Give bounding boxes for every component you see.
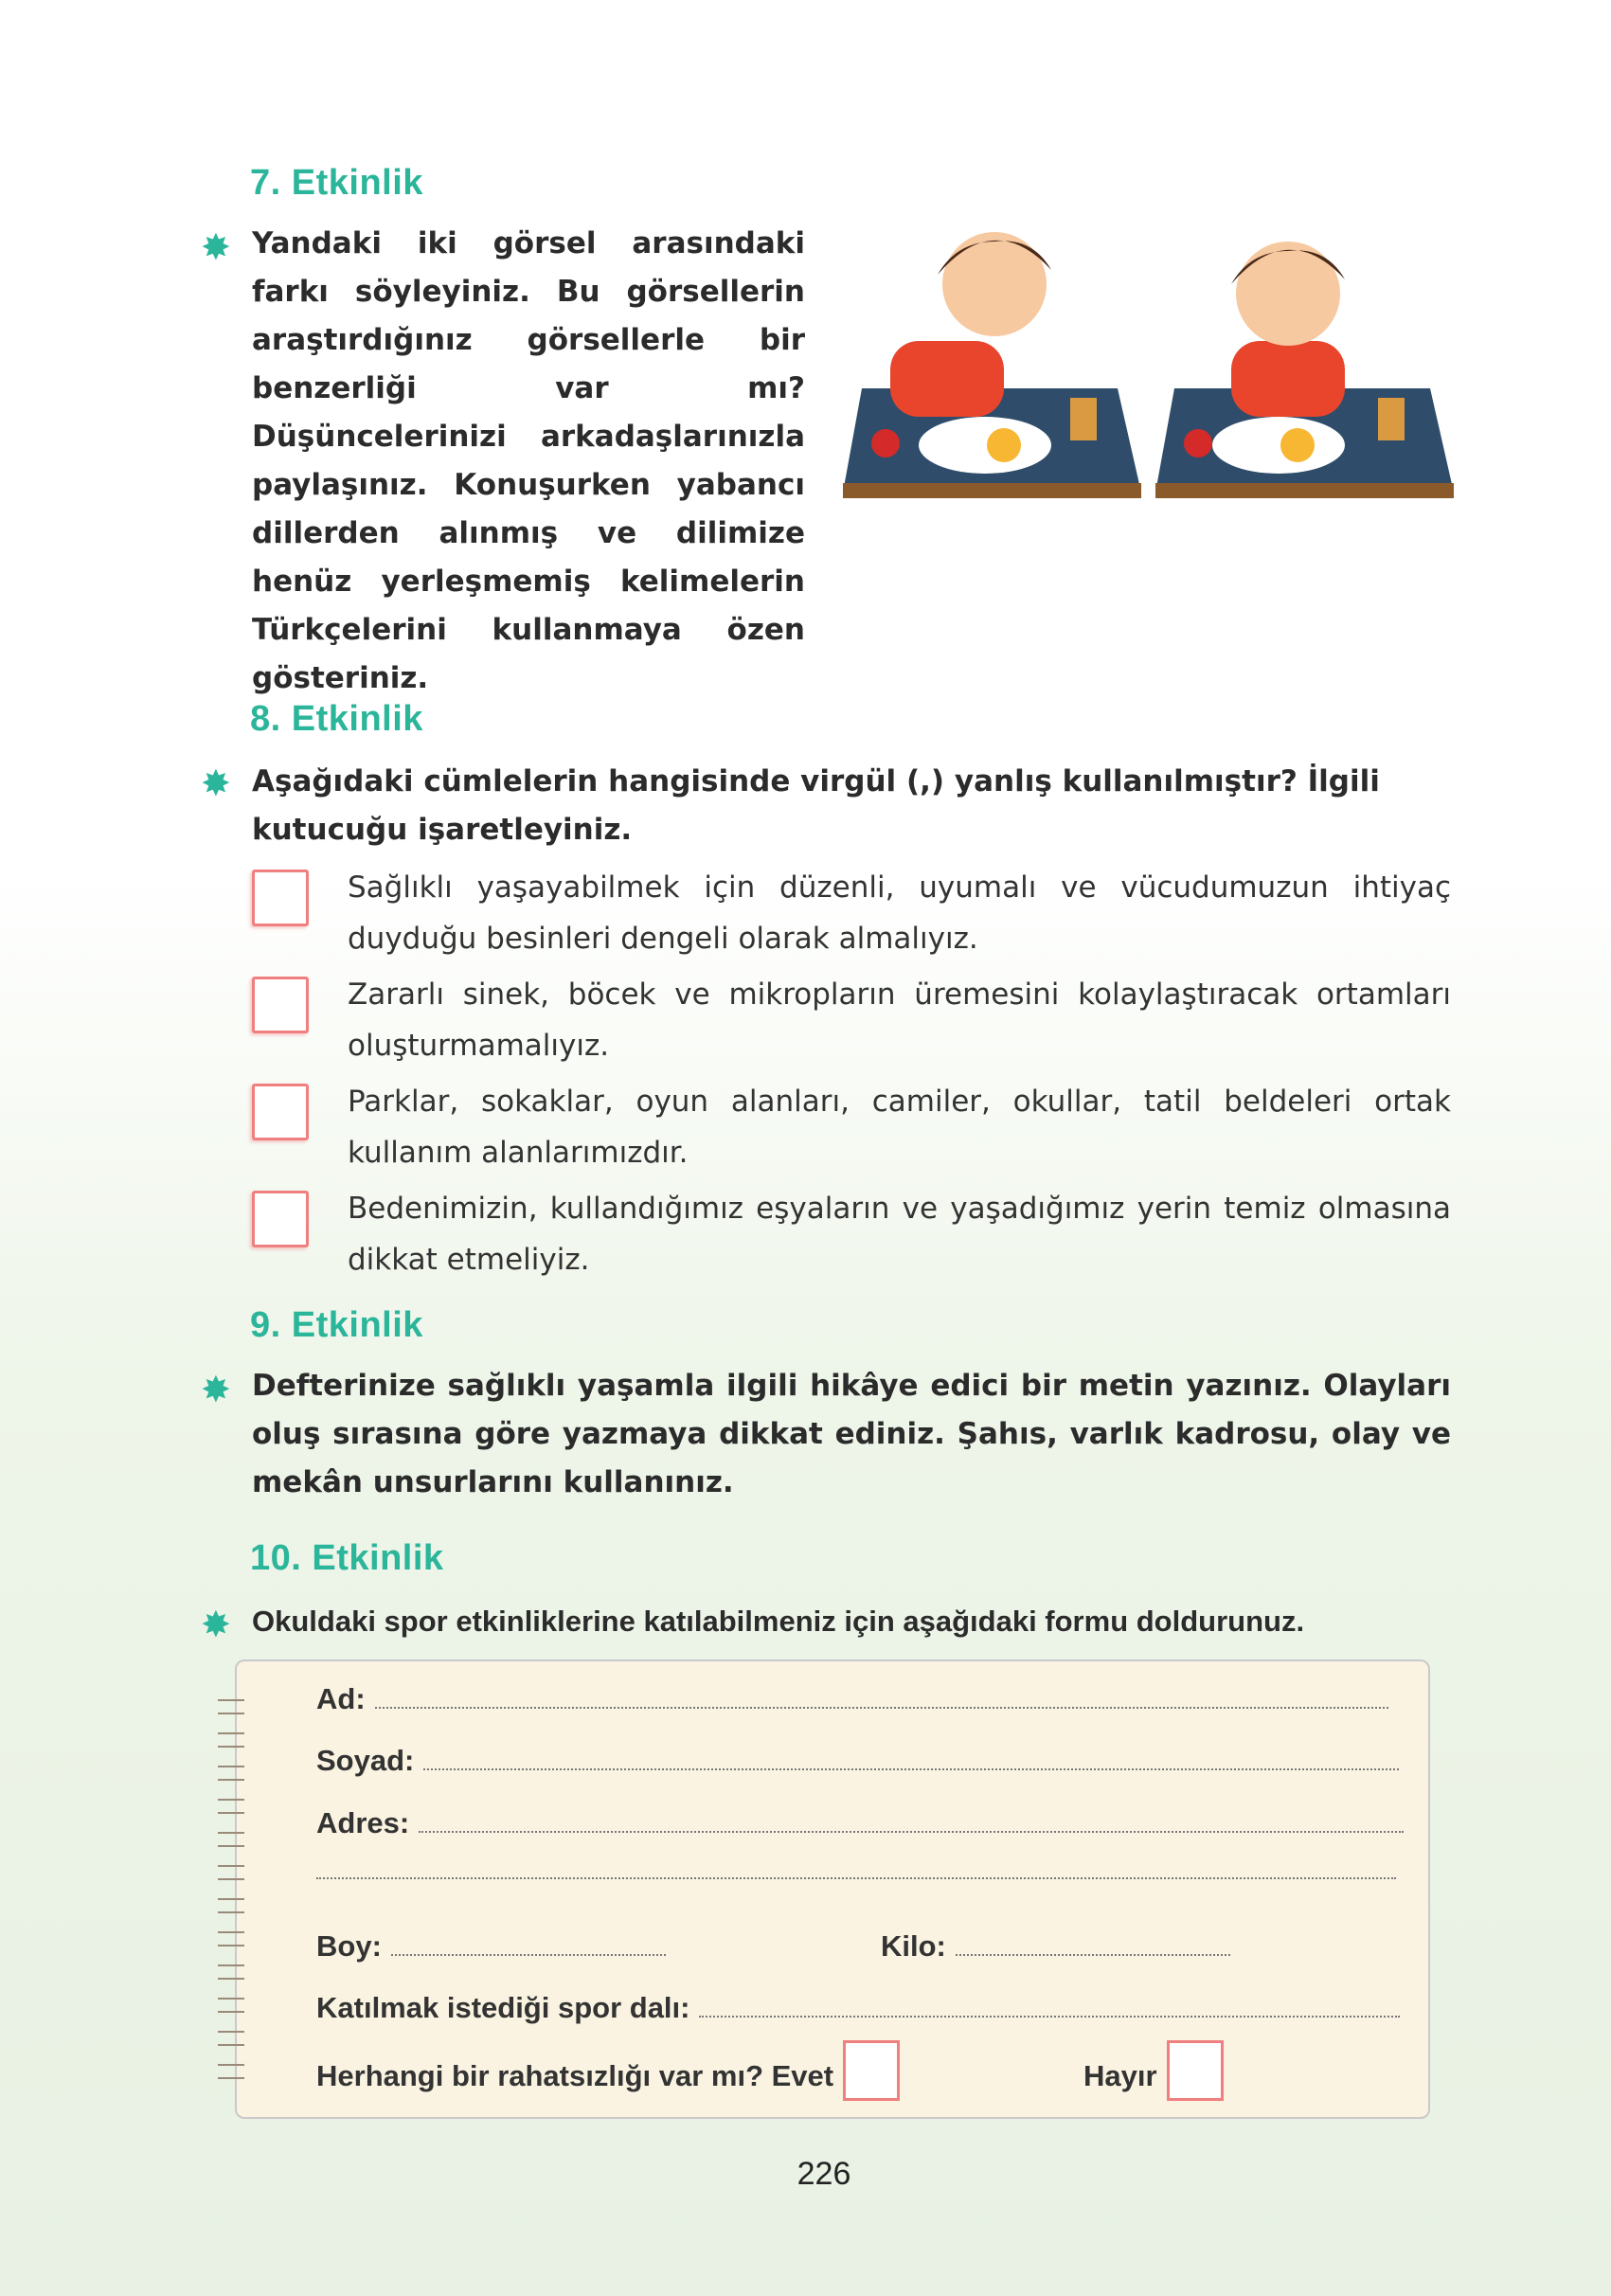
spiral-ring-icon — [218, 1732, 244, 1748]
spiral-ring-icon — [218, 1832, 244, 1847]
activity9-text: Defterinize sağlıklı yaşamla ilgili hikâye edici bir metin yazınız. Olayları oluş sırasına göre yazmaya dikkat ediniz. Şahıs, varlık kadrosu, olay ve mekân unsurlarını kullanınız. — [252, 1369, 1451, 1499]
hayir-checkbox[interactable] — [1167, 2040, 1224, 2101]
activity10-title: 10. Etkinlik — [250, 1538, 444, 1578]
option-item — [252, 1183, 1451, 1290]
boy-label: Boy: — [316, 1929, 382, 1963]
activity9-title: 9. Etkinlik — [250, 1305, 423, 1345]
option-checkbox[interactable] — [252, 977, 309, 1033]
activity10-text: Okuldaki spor etkinliklerine katılabilmeniz için aşağıdaki formu doldurunuz. — [252, 1605, 1305, 1638]
option-item — [252, 1076, 1451, 1183]
option-checkbox[interactable] — [252, 870, 309, 926]
hayir-row — [1083, 2040, 1224, 2101]
adres-field[interactable] — [316, 1806, 1404, 1840]
star-bullet-icon: ✸ — [201, 226, 231, 268]
option-text: Zararlı sinek, böcek ve mikropların üremesini kolaylaştıracak ortamları oluşturmamalıyız. — [348, 978, 1451, 1063]
star-bullet-icon: ✸ — [201, 1369, 231, 1410]
sports-form — [235, 1659, 1430, 2119]
spiral-ring-icon — [218, 2031, 244, 2046]
page-number: 226 — [797, 2156, 851, 2192]
spiral-ring-icon — [218, 1931, 244, 1946]
spor-dali-label: Katılmak istediği spor dalı: — [316, 1991, 690, 2024]
rahatsizlik-row — [316, 2040, 900, 2101]
option-text: Parklar, sokaklar, oyun alanları, camiler, okullar, tatil beldeleri ortak kullanım alanlarımızdır. — [348, 1085, 1451, 1170]
spiral-ring-icon — [218, 1699, 244, 1714]
option-item — [252, 862, 1451, 969]
children-eating-illustration — [843, 218, 1457, 502]
ad-field[interactable] — [316, 1682, 1388, 1716]
option-list — [252, 862, 1451, 1290]
sad-child-image — [1155, 242, 1454, 498]
ad-label: Ad: — [316, 1682, 366, 1715]
activity7-title: 7. Etkinlik — [250, 163, 423, 203]
activity8-text: Aşağıdaki cümlelerin hangisinde virgül (,) yanlış kullanılmıştır? İlgili kutucuğu işaretleyiniz. — [252, 764, 1380, 847]
activity7-text: Yandaki iki görsel arasındaki farkı söyleyiniz. Bu görsellerin araştırdığınız görsellerle bir benzerliği var mı? Düşüncelerinizi arkadaşlarınızla paylaşınız. Konuşurken yabancı dillerden alınmış ve dilimize henüz yerleşmemiş kelimelerin Türkçelerini kullanmaya özen gösteriniz. — [252, 226, 805, 695]
adres-label: Adres: — [316, 1806, 410, 1839]
spiral-ring-icon — [218, 1898, 244, 1913]
soyad-label: Soyad: — [316, 1744, 415, 1777]
spor-dali-field[interactable] — [316, 1991, 1400, 2025]
option-checkbox[interactable] — [252, 1084, 309, 1140]
spiral-ring-icon — [218, 2064, 244, 2079]
option-text: Sağlıklı yaşayabilmek için düzenli, uyumalı ve vücudumuzun ihtiyaç duyduğu besinleri dengeli olarak almalıyız. — [348, 870, 1451, 956]
kilo-label: Kilo: — [881, 1929, 946, 1963]
evet-checkbox[interactable] — [843, 2040, 900, 2101]
kilo-field[interactable] — [881, 1929, 1230, 1964]
spiral-ring-icon — [218, 1964, 244, 1980]
hayir-label: Hayır — [1083, 2059, 1157, 2092]
star-bullet-icon: ✸ — [201, 1604, 231, 1645]
spiral-ring-icon — [218, 1766, 244, 1781]
option-checkbox[interactable] — [252, 1191, 309, 1247]
spiral-ring-icon — [218, 1998, 244, 2013]
spiral-ring-icon — [218, 1865, 244, 1880]
star-bullet-icon: ✸ — [201, 762, 231, 804]
soyad-field[interactable] — [316, 1744, 1399, 1778]
activity8-title: 8. Etkinlik — [250, 699, 423, 739]
rahatsizlik-label: Herhangi bir rahatsızlığı var mı? Evet — [316, 2059, 834, 2092]
option-text: Bedenimizin, kullandığımız eşyaların ve yaşadığımız yerin temiz olmasına dikkat etmeliyiz. — [348, 1192, 1451, 1277]
happy-child-image — [843, 232, 1141, 498]
boy-field[interactable] — [316, 1929, 666, 1964]
spiral-ring-icon — [218, 1799, 244, 1814]
option-item — [252, 969, 1451, 1076]
adres-line2-field[interactable] — [316, 1868, 1396, 1887]
